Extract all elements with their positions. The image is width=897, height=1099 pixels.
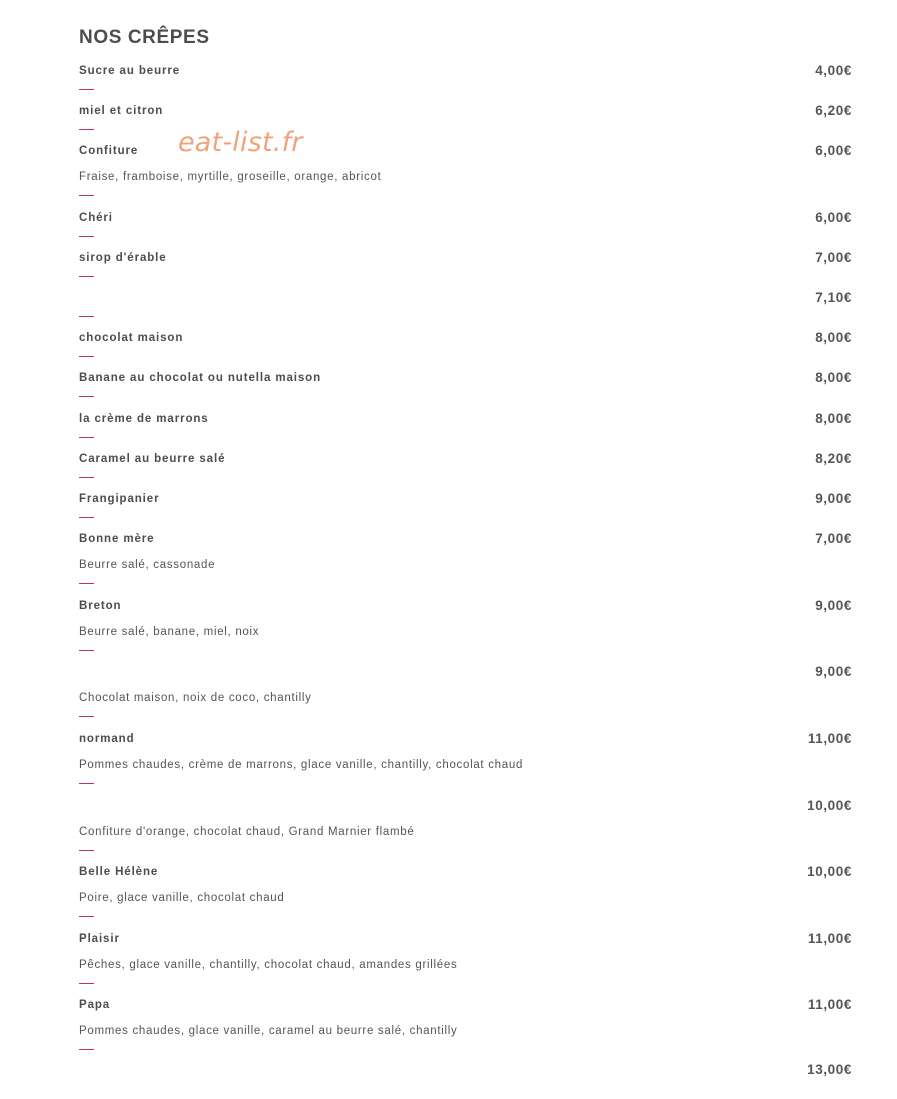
menu-item-price: 6,20€ bbox=[815, 103, 852, 118]
menu-item bbox=[79, 251, 852, 287]
menu-item-description: Beurre salé, cassonade bbox=[79, 559, 216, 571]
menu-item-name: Chéri bbox=[79, 212, 113, 224]
menu-item-description: Pêches, glace vanille, chantilly, chocolat chaud, amandes grillées bbox=[79, 959, 458, 971]
item-divider bbox=[79, 195, 94, 196]
menu-item-price: 6,00€ bbox=[815, 143, 852, 158]
menu-item-price: 8,00€ bbox=[815, 330, 852, 345]
menu-item-price: 9,00€ bbox=[815, 598, 852, 613]
menu-item-price: 8,00€ bbox=[815, 370, 852, 385]
item-divider bbox=[79, 650, 94, 651]
menu-item bbox=[79, 371, 852, 407]
menu-item-description: Chocolat maison, noix de coco, chantilly bbox=[79, 692, 312, 704]
menu-item-description: Beurre salé, banane, miel, noix bbox=[79, 626, 260, 638]
menu-item-name: Banane au chocolat ou nutella maison bbox=[79, 372, 321, 384]
menu-item bbox=[79, 931, 852, 971]
menu-item-price: 7,10€ bbox=[815, 290, 852, 305]
menu-item-price: 13,00€ bbox=[807, 1062, 852, 1077]
menu-item-description: Fraise, framboise, myrtille, groseille, orange, abricot bbox=[79, 171, 382, 183]
menu-item-name: sirop d'érable bbox=[79, 252, 167, 264]
menu-item-name: Breton bbox=[79, 600, 122, 612]
menu-item-description: Confiture d'orange, chocolat chaud, Grand Marnier flambé bbox=[79, 826, 415, 838]
menu-item bbox=[79, 598, 852, 638]
item-divider bbox=[79, 437, 94, 438]
menu-item bbox=[79, 492, 852, 528]
menu-item bbox=[79, 664, 852, 704]
item-divider bbox=[79, 276, 94, 277]
menu-item bbox=[79, 1063, 852, 1099]
menu-item-price: 11,00€ bbox=[807, 997, 852, 1012]
menu-item-name: Bonne mère bbox=[79, 533, 155, 545]
menu-item-price: 10,00€ bbox=[807, 864, 852, 879]
menu-item-price: 9,00€ bbox=[815, 664, 852, 679]
menu-item-name: Belle Hélène bbox=[79, 866, 159, 878]
menu-item bbox=[79, 452, 852, 488]
item-divider bbox=[79, 236, 94, 237]
menu-item-price: 11,00€ bbox=[807, 931, 852, 946]
menu-item-name: Sucre au beurre bbox=[79, 65, 181, 77]
menu-item bbox=[79, 531, 852, 571]
menu-item-name: Confiture bbox=[79, 145, 139, 157]
menu-item-price: 11,00€ bbox=[807, 731, 852, 746]
menu-item bbox=[79, 864, 852, 904]
item-divider bbox=[79, 783, 94, 784]
menu-item bbox=[79, 798, 852, 838]
menu-item-name: normand bbox=[79, 733, 135, 745]
menu-item-price: 8,20€ bbox=[815, 451, 852, 466]
menu-item-description: Pommes chaudes, glace vanille, caramel au beurre salé, chantilly bbox=[79, 1025, 458, 1037]
menu-item-price: 8,00€ bbox=[815, 411, 852, 426]
item-divider bbox=[79, 583, 94, 584]
item-divider bbox=[79, 916, 94, 917]
menu-item-description: Poire, glace vanille, chocolat chaud bbox=[79, 892, 285, 904]
menu-item-name: chocolat maison bbox=[79, 332, 184, 344]
item-divider bbox=[79, 316, 94, 317]
menu-item-price: 10,00€ bbox=[807, 798, 852, 813]
menu-item bbox=[79, 64, 852, 100]
menu-item-price: 7,00€ bbox=[815, 250, 852, 265]
item-divider bbox=[79, 129, 94, 130]
menu-item-price: 9,00€ bbox=[815, 491, 852, 506]
menu-item-price: 6,00€ bbox=[815, 210, 852, 225]
menu-item bbox=[79, 331, 852, 367]
item-divider bbox=[79, 477, 94, 478]
menu-item bbox=[79, 412, 852, 448]
menu-item bbox=[79, 291, 852, 327]
menu-item-description: Pommes chaudes, crème de marrons, glace vanille, chantilly, chocolat chaud bbox=[79, 759, 524, 771]
menu-item-price: 7,00€ bbox=[815, 531, 852, 546]
section-title: NOS CRÊPES bbox=[79, 27, 210, 48]
item-divider bbox=[79, 517, 94, 518]
menu-item bbox=[79, 211, 852, 247]
menu-item-name: Plaisir bbox=[79, 933, 120, 945]
menu-item bbox=[79, 731, 852, 771]
watermark: eat-list.fr bbox=[178, 127, 303, 158]
item-divider bbox=[79, 396, 94, 397]
menu-item-name: Frangipanier bbox=[79, 493, 160, 505]
menu-item-name: la crème de marrons bbox=[79, 413, 209, 425]
item-divider bbox=[79, 716, 94, 717]
menu-item-name: miel et citron bbox=[79, 105, 164, 117]
menu-item-price: 4,00€ bbox=[815, 63, 852, 78]
menu-item bbox=[79, 997, 852, 1037]
menu-item-name: Papa bbox=[79, 999, 111, 1011]
menu-item-name: Caramel au beurre salé bbox=[79, 453, 226, 465]
item-divider bbox=[79, 850, 94, 851]
item-divider bbox=[79, 1049, 94, 1050]
item-divider bbox=[79, 356, 94, 357]
item-divider bbox=[79, 983, 94, 984]
item-divider bbox=[79, 89, 94, 90]
